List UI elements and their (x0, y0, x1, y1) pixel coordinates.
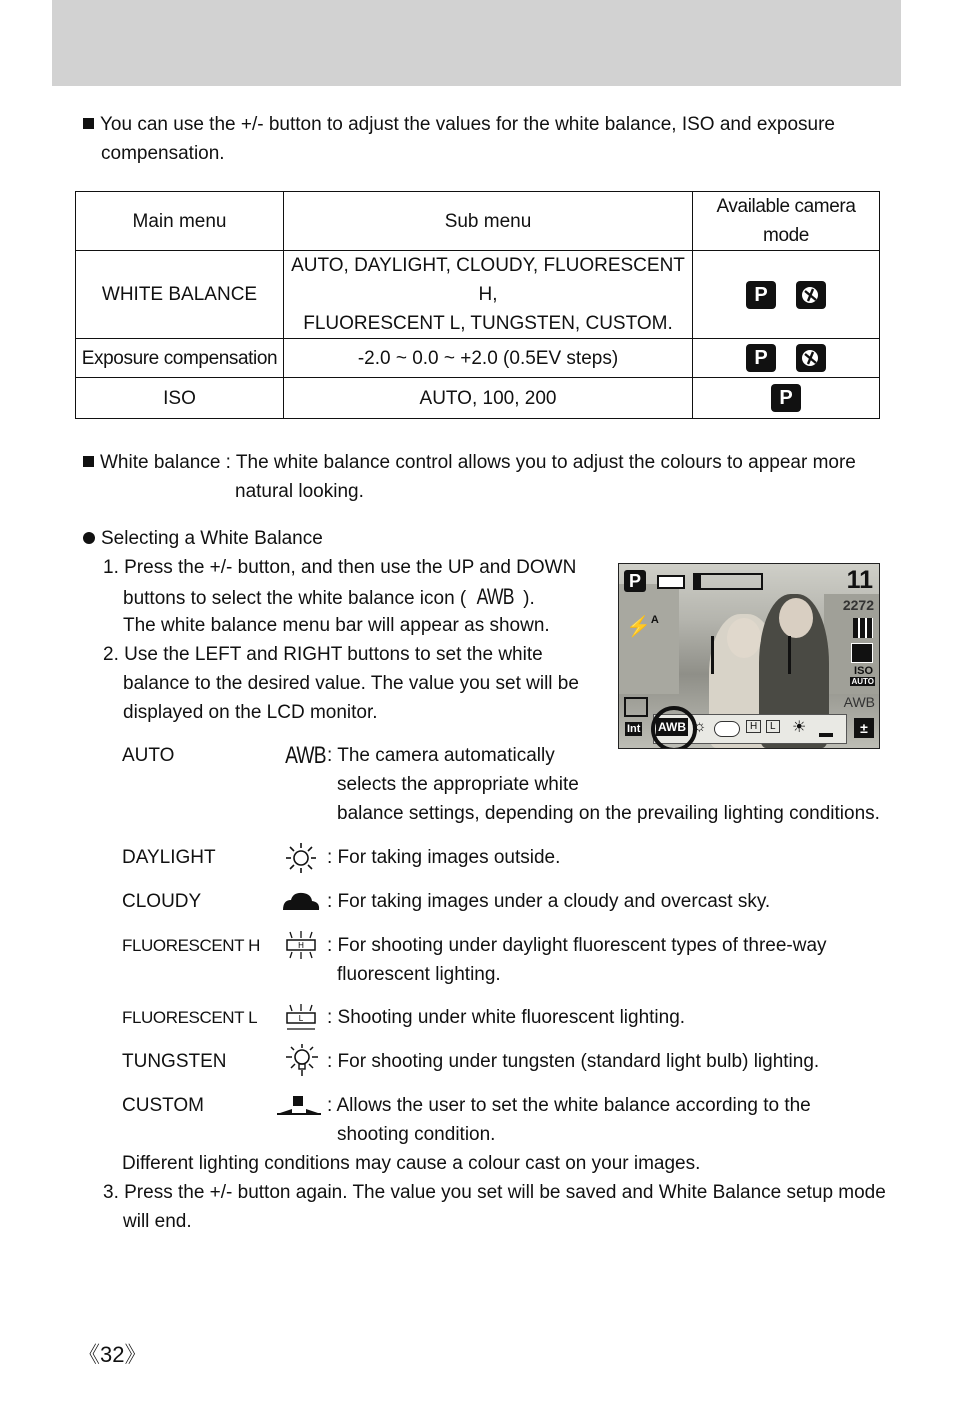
selection-circle (651, 706, 697, 749)
awb-icon: AWB (285, 742, 326, 769)
option-name: AUTO (122, 745, 175, 766)
row-main: WHITE BALANCE (76, 251, 284, 339)
wb-selected-awb: AWB (658, 720, 686, 734)
bullet-square-icon (83, 456, 94, 467)
bullet-square-icon (83, 118, 94, 129)
option-desc: : The camera automatically (327, 745, 555, 766)
note-text: Different lighting conditions may cause a colour cast on your images. (122, 1153, 701, 1174)
header-sub-menu: Sub menu (284, 192, 693, 251)
option-desc: : For shooting under daylight fluorescent types of three-way (327, 935, 827, 956)
lcd-mode-icon: P (624, 570, 646, 592)
option-name: FLUORESCENT H (122, 936, 261, 955)
option-desc: shooting condition. (337, 1124, 496, 1145)
option-name: CUSTOM (122, 1095, 204, 1116)
step-1-text: buttons to select the white balance icon ( (123, 588, 467, 609)
option-desc: : For taking images outside. (327, 847, 561, 868)
fluorescent-l-icon (284, 1003, 318, 1033)
flash-auto-label: A (650, 614, 659, 626)
memory-bar-icon (693, 573, 763, 590)
step-2-line-3: displayed on the LCD monitor. (123, 702, 378, 723)
fluorescent-h-icon: H (746, 720, 761, 733)
table-row (76, 378, 880, 419)
option-desc: selects the appropriate white (337, 774, 579, 795)
option-name: DAYLIGHT (122, 847, 216, 868)
bulb-icon (284, 1043, 320, 1077)
row-sub: -2.0 ~ 0.0 ~ +2.0 (0.5EV steps) (284, 339, 693, 378)
sun-icon (285, 842, 317, 874)
row-main: ISO (76, 378, 284, 419)
option-desc: : For taking images under a cloudy and overcast sky. (327, 891, 771, 912)
step-2-line-1: 2. Use the LEFT and RIGHT buttons to set the white (103, 644, 543, 665)
wb-intro (83, 448, 856, 477)
cloud-icon (714, 721, 740, 737)
lcd-monitor-image (618, 563, 880, 749)
selecting-heading (83, 524, 323, 553)
program-mode-icon: P (746, 344, 776, 372)
step-3-line-2: will end. (123, 1211, 192, 1232)
selecting-text: Selecting a White Balance (101, 528, 323, 549)
option-name: TUNGSTEN (122, 1051, 227, 1072)
step-3-line-1: 3. Press the +/- button again. The value you set will be saved and White Balance setup mode (103, 1182, 886, 1203)
table-row (76, 251, 880, 339)
row-sub (284, 251, 693, 339)
fluorescent-l-icon: L (766, 720, 780, 733)
option-desc: balance settings, depending on the prevailing lighting conditions. (337, 803, 880, 824)
background-building (619, 584, 679, 694)
row-modes (693, 378, 880, 419)
fluorescent-l-letter: L (298, 1014, 304, 1023)
option-name: FLUORESCENT L (122, 1008, 258, 1027)
battery-icon (657, 575, 685, 589)
quality-icon (853, 618, 873, 638)
step-2-line-2: balance to the desired value. The value you set will be (123, 673, 579, 694)
row-sub: AUTO, 100, 200 (284, 378, 693, 419)
row-sub-line: FLUORESCENT L, TUNGSTEN, CUSTOM. (303, 313, 673, 334)
bullet-dot-icon (83, 532, 95, 544)
intro-text: You can use the +/- button to adjust the values for the white balance, ISO and exposure (100, 114, 835, 135)
option-name: CLOUDY (122, 891, 202, 912)
scene-mode-icon (796, 344, 826, 372)
table-row (76, 339, 880, 378)
wb-intro-text: White balance : The white balance control allows you to adjust the colours to appear more (100, 452, 856, 473)
focus-frame (711, 636, 791, 674)
shots-remaining: 11 (846, 566, 873, 594)
bulb-icon: ☀ (792, 719, 807, 736)
custom-icon (276, 1094, 322, 1116)
sun-icon: ☼ (692, 718, 707, 735)
option-desc: fluorescent lighting. (337, 964, 501, 985)
frame-icon (624, 697, 648, 717)
step-1-line-1: 1. Press the +/- button, and then use the UP and DOWN (103, 557, 577, 578)
scene-mode-icon (796, 281, 826, 309)
internal-memory-icon: Int (627, 723, 641, 735)
step-1-line-2 (123, 582, 535, 613)
image-size: 2272 (842, 597, 874, 613)
intro-paragraph (83, 110, 835, 139)
header-camera-mode: Available camera mode (693, 192, 880, 251)
page-number: 《32》 (78, 1342, 147, 1367)
awb-icon: AWB (476, 584, 514, 609)
metering-icon (851, 643, 873, 663)
custom-icon (819, 719, 833, 737)
header-bar (52, 0, 901, 86)
option-desc: : Shooting under white fluorescent lighting. (327, 1007, 686, 1028)
row-main: Exposure compensation (76, 339, 284, 378)
option-desc: : For shooting under tungsten (standard light bulb) lighting. (327, 1051, 820, 1072)
header-main-menu: Main menu (76, 192, 284, 251)
fluorescent-h-letter: H (298, 941, 304, 950)
fluorescent-h-icon (284, 930, 318, 960)
program-mode-icon: P (746, 281, 776, 309)
intro-text-cont: compensation. (101, 143, 225, 164)
option-desc: : Allows the user to set the white balance according to the (327, 1095, 811, 1116)
groom-face (779, 598, 813, 638)
table-header-row (76, 192, 880, 251)
cloud-icon (281, 890, 321, 912)
step-1-text-end: ). (523, 588, 535, 609)
row-modes (693, 251, 880, 339)
exposure-icon: ± (854, 718, 874, 738)
iso-value: AUTO (851, 677, 874, 686)
awb-status: AWB (843, 694, 875, 710)
settings-table (75, 191, 880, 419)
wb-intro-cont: natural looking. (235, 481, 364, 502)
program-mode-icon: P (771, 384, 801, 412)
flash-icon: ⚡$^A$ (626, 614, 659, 638)
row-sub-line: AUTO, DAYLIGHT, CLOUDY, FLUORESCENT H, (291, 255, 685, 305)
iso-label: ISO (854, 665, 873, 677)
row-modes (693, 339, 880, 378)
step-1-line-3: The white balance menu bar will appear as shown. (123, 615, 550, 636)
